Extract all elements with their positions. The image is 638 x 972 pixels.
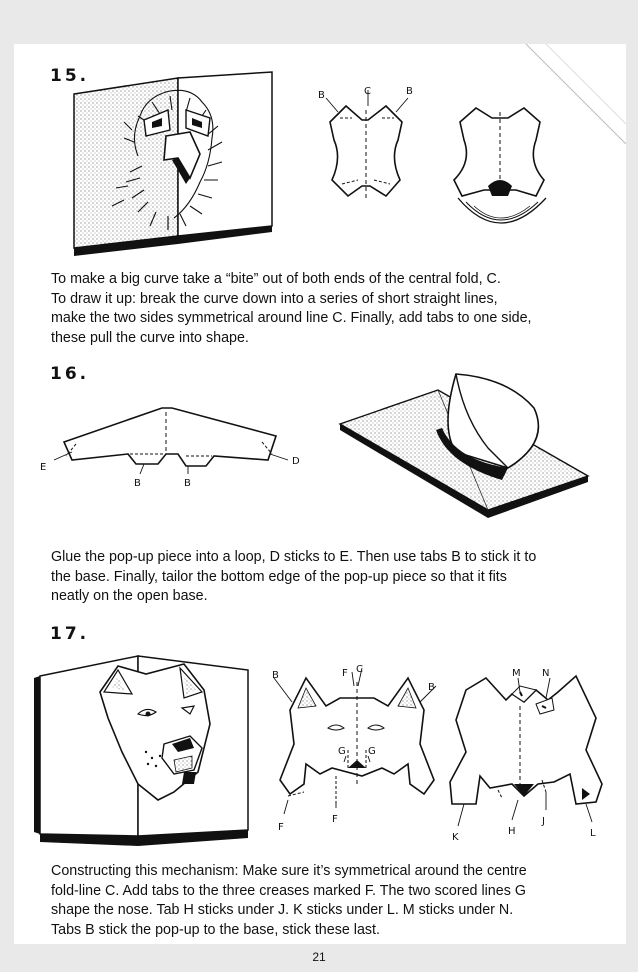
label-b-right: B <box>428 682 435 693</box>
caption-step-16 <box>51 548 591 607</box>
caption-line: Glue the pop-up piece into a loop, D sticks to E. Then use tabs B to stick it to <box>51 549 537 565</box>
figure-17-flat-piece <box>270 664 444 840</box>
caption-line: neatly on the open base. <box>51 588 208 604</box>
figure-16-loop-popup <box>338 368 592 528</box>
label-m: M <box>512 668 521 679</box>
label-b-left: B <box>318 90 325 101</box>
label-c: C <box>356 664 363 675</box>
label-f-top: F <box>342 668 348 679</box>
label-e: E <box>40 462 47 473</box>
caption-line: Tabs B stick the pop-up to the base, stick these last. <box>51 921 381 938</box>
step-number-17: 17. <box>50 624 90 644</box>
label-b-left: B <box>272 670 279 681</box>
label-c: C <box>364 86 371 97</box>
figure-15-flat-piece <box>312 84 422 204</box>
label-b-1: B <box>134 478 141 488</box>
caption-line: these pull the curve into shape. <box>51 329 249 346</box>
label-b-right: B <box>406 86 413 97</box>
label-f-bottom-left: F <box>278 822 284 833</box>
label-k: K <box>452 832 459 843</box>
label-l: L <box>590 828 596 839</box>
caption-line: Constructing this mechanism: Make sure it’s symmetrical around the centre <box>51 863 527 879</box>
label-g-1: G <box>338 746 346 757</box>
caption-step-15 <box>51 270 591 348</box>
label-n: N <box>542 668 550 679</box>
figure-15-lion-popup <box>68 66 290 256</box>
caption-line: To make a big curve take a “bite” out of both ends of the central fold, C. <box>51 271 501 287</box>
figure-17-assembled-piece <box>446 664 612 848</box>
step-number-16: 16. <box>50 364 90 384</box>
figure-17-bear-popup <box>34 652 256 850</box>
caption-line: make the two sides symmetrical around line C. Finally, add tabs to one side, <box>51 310 532 326</box>
label-g-2: G <box>368 746 376 757</box>
caption-line: shape the nose. Tab H sticks under J. K sticks under L. M sticks under N. <box>51 902 514 918</box>
label-j: J <box>542 816 545 827</box>
caption-step-17 <box>51 862 591 940</box>
page-number: 21 <box>312 950 326 964</box>
label-b-2: B <box>184 478 191 488</box>
label-h: H <box>508 826 516 837</box>
caption-line: To draw it up: break the curve down into a series of short straight lines, <box>51 290 498 307</box>
figure-16-flat-strip <box>36 398 308 488</box>
caption-line: fold-line C. Add tabs to the three creases marked F. The two scored lines G <box>51 882 526 899</box>
figure-15-assembled-piece <box>444 98 556 238</box>
step-number-15: 15. <box>50 66 90 86</box>
caption-line: the base. Finally, tailor the bottom edge of the pop-up piece so that it fits <box>51 568 507 585</box>
label-f-bottom-mid: F <box>332 814 338 825</box>
label-d: D <box>292 456 300 467</box>
